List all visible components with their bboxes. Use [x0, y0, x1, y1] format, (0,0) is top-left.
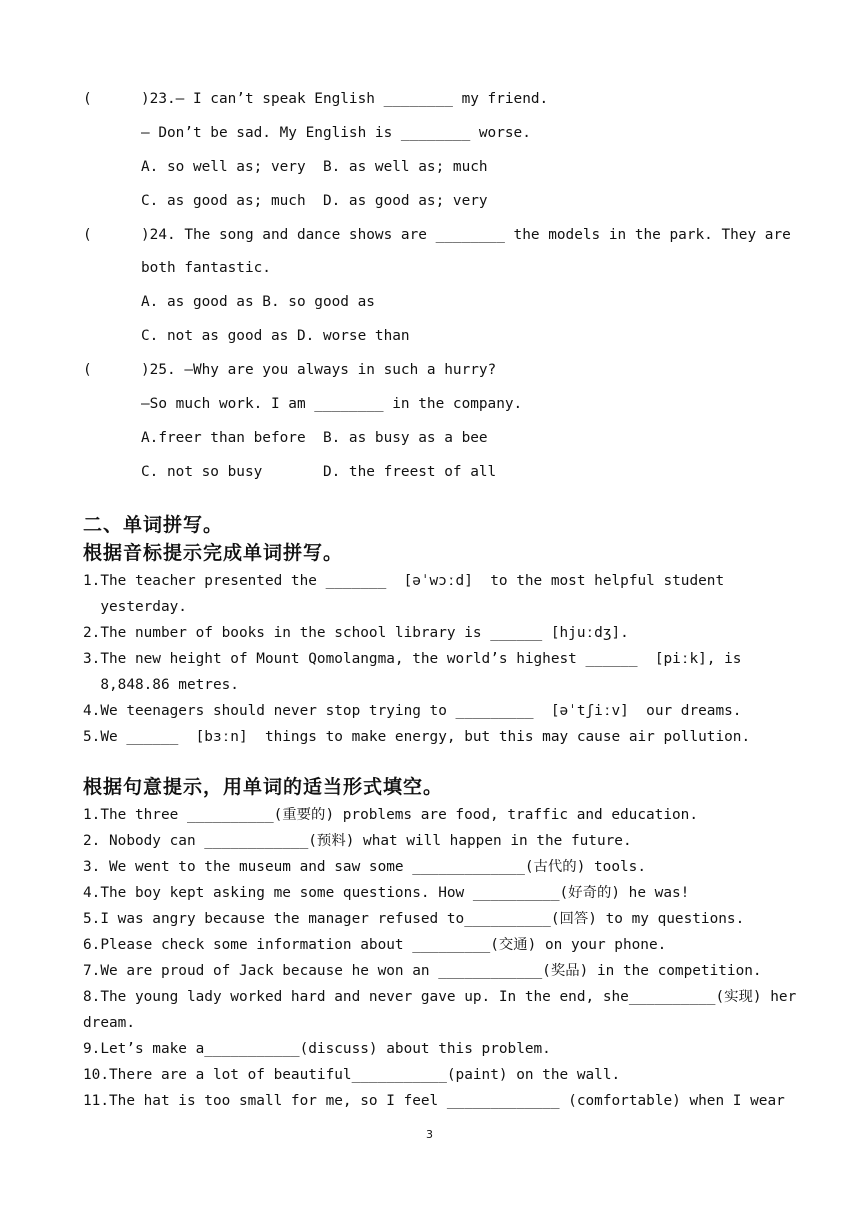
fill-item-11: 11.The hat is too small for me, so I feel _____________ (comfortable) when I wear	[83, 1093, 785, 1109]
fill-item-7: 7.We are proud of Jack because he won an ____________(奖品) in the competition.	[83, 963, 762, 979]
q23-options-ab: A. so well as; very B. as well as; much	[141, 159, 488, 175]
fill-item-2: 2. Nobody can ____________(预料) what will happen in the future.	[83, 833, 632, 849]
spelling-item-4: 4.We teenagers should never stop trying to _________ [əˈtʃiːv] our dreams.	[83, 703, 742, 719]
page-number: 3	[426, 1128, 433, 1141]
section3-title: 根据句意提示，用单词的适当形式填空。	[83, 776, 444, 798]
q25-options-cd: C. not so busy D. the freest of all	[141, 464, 497, 480]
fill-item-10: 10.There are a lot of beautiful___________(paint) on the wall.	[83, 1067, 621, 1083]
q25-paren: (	[83, 362, 92, 378]
spelling-item-1: 1.The teacher presented the _______ [əˈwɔːd] to the most helpful student	[83, 573, 725, 589]
fill-item-5: 5.I was angry because the manager refused to__________(回答) to my questions.	[83, 911, 745, 927]
q23-stem: )23.— I can’t speak English ________ my friend.	[141, 91, 549, 107]
spelling-item-1-cont: yesterday.	[83, 599, 187, 615]
fill-item-3: 3. We went to the museum and saw some _____________(古代的) tools.	[83, 859, 647, 875]
q24-paren: (	[83, 227, 92, 243]
fill-item-4: 4.The boy kept asking me some questions. How __________(好奇的) he was!	[83, 885, 690, 901]
fill-item-6: 6.Please check some information about _________(交通) on your phone.	[83, 937, 667, 953]
q25-stem-2: —So much work. I am ________ in the company.	[141, 396, 523, 412]
spelling-item-3: 3.The new height of Mount Qomolangma, the world’s highest ______ [piːk], is	[83, 651, 742, 667]
q25-stem: )25. —Why are you always in such a hurry?	[141, 362, 497, 378]
fill-item-1: 1.The three __________(重要的) problems are food, traffic and education.	[83, 807, 698, 823]
q25-options-ab: A.freer than before B. as busy as a bee	[141, 430, 488, 446]
fill-item-9: 9.Let’s make a___________(discuss) about this problem.	[83, 1041, 551, 1057]
section2-title: 二、单词拼写。	[83, 514, 224, 536]
spelling-item-2: 2.The number of books in the school library is ______ [hjuːdʒ].	[83, 625, 629, 641]
spelling-item-3-cont: 8,848.86 metres.	[83, 677, 239, 693]
q24-stem-cont: both fantastic.	[141, 260, 271, 276]
fill-item-8: 8.The young lady worked hard and never gave up. In the end, she__________(实现) her	[83, 989, 797, 1005]
q24-options-cd: C. not as good as D. worse than	[141, 328, 410, 344]
spelling-item-5: 5.We ______ [bɜːn] things to make energy, but this may cause air pollution.	[83, 729, 751, 745]
q23-options-cd: C. as good as; much D. as good as; very	[141, 193, 488, 209]
fill-item-8-cont: dream.	[83, 1015, 135, 1031]
q23-paren: (	[83, 91, 92, 107]
q23-stem-2: — Don’t be sad. My English is ________ worse.	[141, 125, 531, 141]
q24-stem: )24. The song and dance shows are ________ the models in the park. They are	[141, 227, 791, 243]
section2-subtitle: 根据音标提示完成单词拼写。	[83, 542, 344, 564]
q24-options-ab: A. as good as B. so good as	[141, 294, 375, 310]
